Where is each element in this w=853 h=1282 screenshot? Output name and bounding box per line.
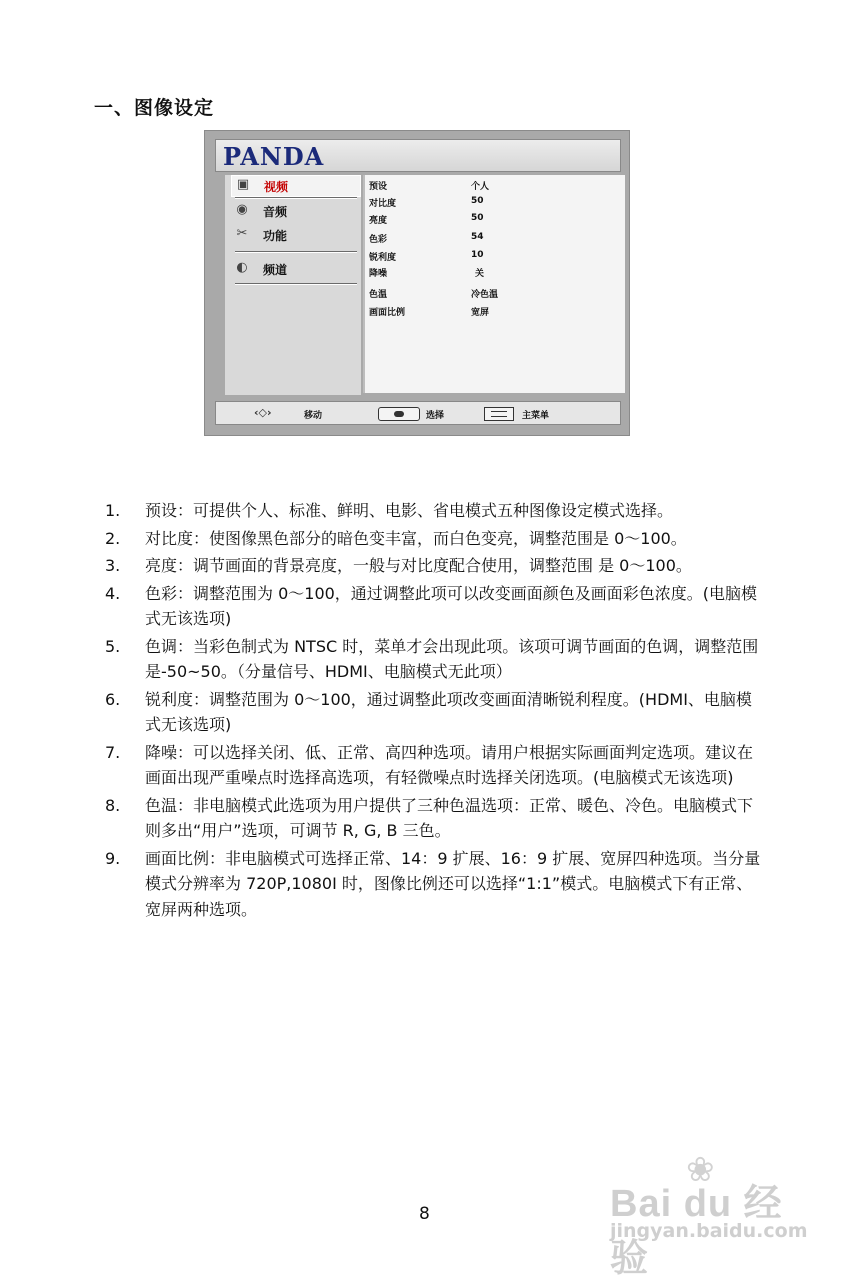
sidebar-divider xyxy=(235,283,357,285)
list-item: 1. 预设：可提供个人、标准、鲜明、电影、省电模式五种图像设定模式选择。 xyxy=(105,501,674,520)
setting-row-aspect-ratio[interactable]: 画面比例 宽屏 xyxy=(369,308,490,318)
tools-icon: ✂ xyxy=(236,226,248,241)
brand-logo: PANDA xyxy=(223,142,325,171)
arrows-icon: ‹◇› xyxy=(254,406,272,419)
sidebar-divider xyxy=(235,251,357,253)
sidebar-item-function[interactable]: ✂ 功能 xyxy=(231,225,359,245)
sidebar-item-audio[interactable]: ◉ 音频 xyxy=(231,201,359,221)
sidebar-item-video[interactable]: ▣ 视频 xyxy=(231,175,361,197)
channel-icon: ◐ xyxy=(236,260,248,275)
list-item: 9. 画面比例：非电脑模式可选择正常、14：9 扩展、16：9 扩展、宽屏四种选项。当分量模式分辨率为 720P,1080I 时，图像比例还可以选择“1:1”模式。电脑模式下有正常、宽屏两种选项。 xyxy=(105,848,761,919)
list-item: 4. 色彩：调整范围为 0～100，通过调整此项可以改变画面颜色及画面彩色浓度。(电脑模式无该选项) xyxy=(105,583,758,628)
setting-row-contrast[interactable]: 对比度 50 xyxy=(369,196,484,209)
list-item: 7. 降噪：可以选择关闭、低、正常、高四种选项。请用户根据实际画面判定选项。建议在画面出现严重噪点时选择高选项，有轻微噪点时选择关闭选项。(电脑模式无该选项) xyxy=(105,742,754,787)
list-item: 5. 色调：当彩色制式为 NTSC 时，菜单才会出现此项。该项可调节画面的色调，调整范围是-50~50。（分量信号、HDMI、电脑模式无此项） xyxy=(105,636,759,681)
paw-icon: ❀ xyxy=(686,1150,715,1190)
menu-icon xyxy=(484,407,514,421)
setting-row-preset[interactable]: 预设 个人 xyxy=(369,182,490,192)
setting-row-brightness[interactable]: 亮度 50 xyxy=(369,213,484,226)
tv-icon: ▣ xyxy=(236,177,250,192)
feature-list xyxy=(105,498,765,924)
osd-sidebar xyxy=(225,175,361,395)
osd-footer: ‹◇› 移动 选择 主菜单 xyxy=(215,401,621,425)
baidu-jingyan-watermark xyxy=(610,1150,810,1280)
section-heading: 一、图像设定 xyxy=(94,97,215,119)
list-item: 2. 对比度：使图像黑色部分的暗色变丰富，而白色变亮，调整范围是 0～100。 xyxy=(105,528,687,548)
list-item: 8. 色温：非电脑模式此选项为用户提供了三种色温选项：正常、暖色、冷色。电脑模式下则多出“用户”选项，可调节 R, G, B 三色。 xyxy=(105,795,754,840)
speaker-icon: ◉ xyxy=(236,202,248,217)
setting-row-sharpness[interactable]: 锐利度 10 xyxy=(369,250,484,263)
watermark-url: jingyan.baidu.com xyxy=(610,1220,808,1242)
list-item: 3. 亮度：调节画面的背景亮度，一般与对比度配合使用，调整范围 是 0～100。 xyxy=(105,556,692,575)
setting-row-color[interactable]: 色彩 54 xyxy=(369,232,484,245)
watermark-logo: Bai du 经验 xyxy=(610,1183,783,1280)
sidebar-divider xyxy=(235,197,357,199)
ok-button-icon xyxy=(378,407,420,421)
sidebar-item-channel[interactable]: ◐ 频道 xyxy=(231,259,359,279)
page-number: 8 xyxy=(419,1204,430,1224)
setting-row-noise-reduction[interactable]: 降噪 关 xyxy=(369,269,485,279)
settings-panel xyxy=(363,175,625,393)
list-item: 6. 锐利度：调整范围为 0～100，通过调整此项改变画面清晰锐利程度。(HDMI、电脑模式无该选项) xyxy=(105,689,752,734)
osd-header xyxy=(215,139,621,172)
tv-osd-menu xyxy=(204,130,630,436)
setting-row-color-temperature[interactable]: 色温 冷色温 xyxy=(369,290,499,300)
